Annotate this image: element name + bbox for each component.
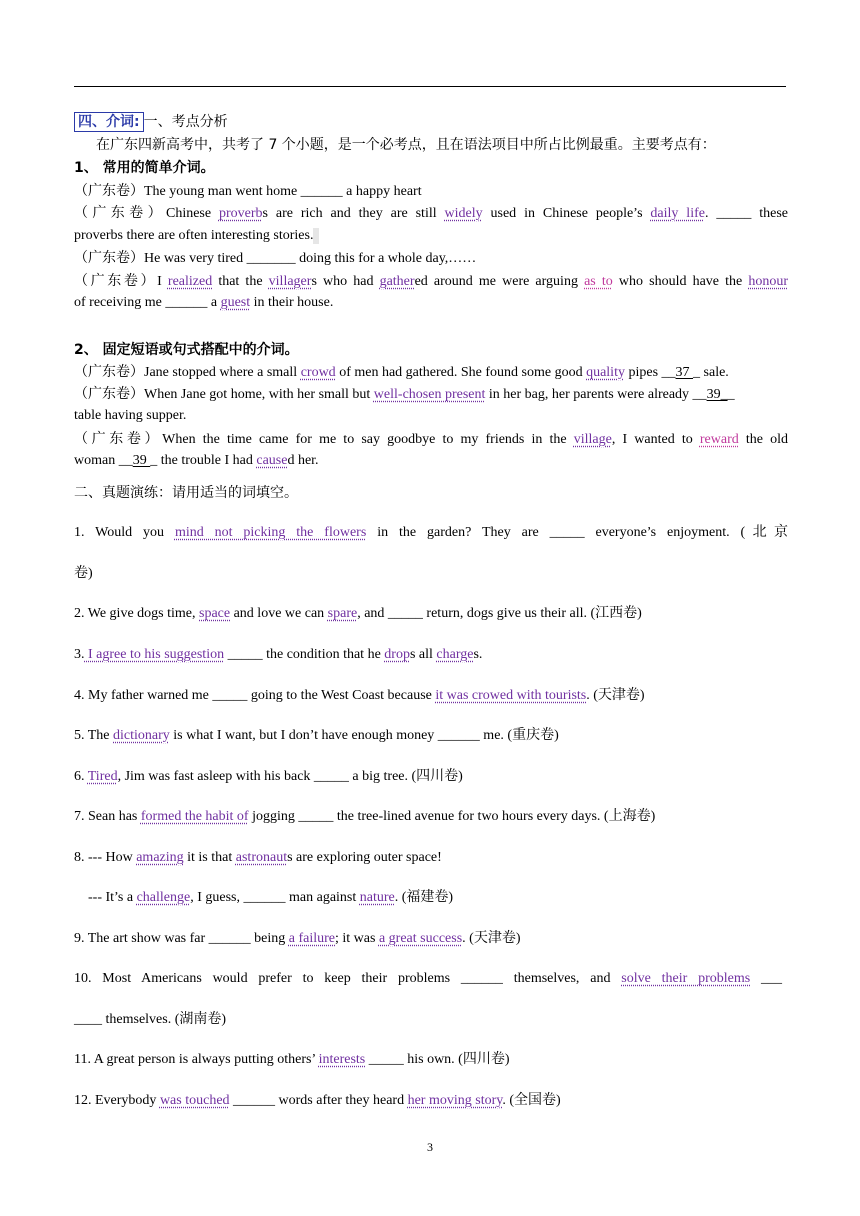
q2-line1	[74, 383, 788, 406]
text: 8. --- How	[74, 850, 137, 865]
text: . (福建卷)	[394, 890, 454, 905]
marked-word: proverb	[218, 206, 263, 221]
text: 7. Sean has	[74, 809, 141, 824]
marked-phrase: a great success	[378, 931, 463, 946]
exercise-6	[74, 766, 788, 788]
text: in her bag, her parents were already __	[485, 387, 707, 402]
exercise-9	[74, 928, 788, 950]
marked-phrase: her moving story	[407, 1093, 503, 1108]
marked-phrase: I agree to his suggestion	[84, 647, 225, 662]
text: He was very tired _______ doing this for a whole day,……	[144, 251, 477, 266]
p3-line	[74, 247, 788, 270]
text: 1. Would you	[74, 525, 175, 540]
marked-word: realized	[167, 274, 213, 289]
marked-word: interests	[318, 1052, 366, 1067]
marked-phrase: well-chosen present	[373, 387, 486, 402]
exercise-10-line1	[74, 968, 782, 990]
marked-word: village	[573, 432, 612, 447]
text: 2. We give dogs time,	[74, 606, 199, 621]
blank-number: 39	[132, 453, 151, 468]
text: 9. The art show was far ______ being	[74, 931, 289, 946]
marked-word: drop	[384, 647, 410, 662]
exercise-3	[74, 644, 788, 666]
marked-word: spare	[327, 606, 358, 621]
p2-line1	[74, 202, 788, 225]
p4-line2	[74, 292, 788, 314]
text-cursor-box	[313, 228, 319, 244]
text: . (天津卷)	[586, 688, 645, 703]
marked-word: space	[199, 606, 231, 621]
text: Jane stopped where a small	[144, 365, 301, 380]
source-tag: （广东卷）	[74, 183, 144, 199]
header-rule	[74, 86, 786, 87]
text: 4. My father warned me _____ going to the West Coast because	[74, 688, 436, 703]
text: s all	[409, 647, 437, 662]
text: in the garden? They are _____ everyone’s enjoyment. (北京	[366, 525, 788, 540]
p2-line2	[74, 225, 788, 247]
text: it is that	[183, 850, 236, 865]
blank-number: 37	[675, 365, 694, 380]
text: _	[727, 387, 735, 402]
text: . (全国卷)	[502, 1093, 561, 1108]
section-heading-line	[74, 111, 788, 134]
text: pipes __	[624, 365, 676, 380]
text: of men had gathered. She found some good	[335, 365, 587, 380]
exercise-7	[74, 806, 788, 828]
marked-word: astronaut	[235, 850, 288, 865]
section-box-label: 四、介词:	[74, 112, 144, 132]
marked-word: daily life	[650, 206, 705, 221]
text: d her.	[287, 453, 319, 468]
source-tag: （广东卷）	[74, 431, 163, 447]
text: ______ words after they heard	[229, 1093, 408, 1108]
text: is what I want, but I don’t have enough money ______ me. (重庆卷)	[169, 728, 559, 743]
marked-word: charge	[436, 647, 474, 662]
marked-word: amazing	[136, 850, 184, 865]
marked-word: challenge	[136, 890, 191, 905]
exercise-1-line1	[74, 522, 788, 544]
exercise-8-line1	[74, 847, 788, 869]
text: _____ his own. (四川卷)	[365, 1052, 510, 1067]
part2-title: 2、 固定短语或句式搭配中的介词。	[74, 342, 299, 358]
q3-line2	[74, 450, 788, 472]
page-number: 3	[427, 1140, 433, 1154]
exercise-8-line2	[88, 887, 802, 909]
text: . (天津卷)	[462, 931, 521, 946]
text: ; it was	[335, 931, 379, 946]
marked-word: guest	[220, 295, 251, 310]
marked-word: cause	[256, 453, 288, 468]
text: woman __	[74, 453, 133, 468]
marked-word: villager	[268, 274, 312, 289]
marked-word: nature	[359, 890, 395, 905]
text: Chinese	[165, 206, 219, 221]
marked-word: honour	[748, 274, 789, 289]
part3-title: 二、真题演练：请用适当的词填空。	[74, 485, 298, 501]
text: , Jim was fast asleep with his back _____ a big tree. (四川卷)	[117, 769, 463, 784]
source-tag: （广东卷）	[74, 250, 144, 266]
blank-number: 39_	[706, 387, 728, 402]
text: and love we can	[230, 606, 328, 621]
text: that the	[212, 274, 269, 289]
text: s are exploring outer space!	[287, 850, 442, 865]
intro-text: 在广东四新高考中，共考了 7 个小题，是一个必考点，且在语法项目中所占比例最重。主要考点有：	[96, 137, 716, 153]
exercise-10-line2: ____ themselves. (湖南卷)	[74, 1012, 227, 1027]
p1-line	[74, 180, 788, 203]
text: s.	[473, 647, 483, 662]
text: , and _____ return, dogs give us their all. (江西卷)	[357, 606, 642, 621]
source-tag: （广东卷）	[74, 205, 166, 221]
text: _____ the condition that he	[224, 647, 385, 662]
text: used in Chinese people’s	[482, 206, 651, 221]
text: When Jane got home, with her small but	[144, 387, 374, 402]
text: I	[157, 274, 168, 289]
source-tag: （广东卷）	[74, 364, 144, 380]
marked-phrase: as to	[584, 274, 613, 289]
text: ___	[750, 971, 783, 986]
marked-phrase: a failure	[288, 931, 336, 946]
p4-line1	[74, 270, 788, 293]
text: of receiving me ______ a	[74, 295, 221, 310]
marked-phrase: solve their problems	[621, 971, 751, 986]
text: , I guess, ______ man against	[190, 890, 360, 905]
exercise-1-line2: 卷)	[74, 566, 93, 581]
marked-phrase: it was crowed with tourists	[435, 688, 587, 703]
exercise-4	[74, 685, 788, 707]
section-heading: 一、考点分析	[143, 114, 228, 130]
exercise-2	[74, 603, 788, 625]
text: s who had	[311, 274, 380, 289]
part1-title: 1、 常用的简单介词。	[74, 160, 215, 176]
marked-word: dictionary	[113, 728, 170, 743]
text: --- It’s a	[88, 890, 137, 905]
marked-phrase: was touched	[159, 1093, 230, 1108]
text: the old	[738, 432, 789, 447]
q2-line2: table having supper.	[74, 408, 187, 423]
text: s are rich and they are still	[262, 206, 445, 221]
marked-phrase: formed the habit of	[140, 809, 249, 824]
marked-word: widely	[444, 206, 483, 221]
marked-word: gather	[379, 274, 415, 289]
marked-word: quality	[586, 365, 625, 380]
source-tag: （广东卷）	[74, 386, 144, 402]
text: 10. Most Americans would prefer to keep their problems ______ themselves, and	[74, 971, 622, 986]
text: , I wanted to	[611, 432, 700, 447]
text: 5. The	[74, 728, 114, 743]
marked-word: reward	[699, 432, 739, 447]
text: jogging _____ the tree-lined avenue for two hours every days. (上海卷)	[248, 809, 656, 824]
marked-word: crowd	[300, 365, 336, 380]
source-tag: （广东卷）	[74, 273, 158, 289]
text: in their house.	[250, 295, 334, 310]
p1-text: The young man went home ______ a happy heart	[144, 184, 422, 199]
text: When the time came for me to say goodbye to my friends in the	[162, 432, 574, 447]
exercise-12	[74, 1090, 788, 1112]
text: 6.	[74, 769, 88, 784]
q3-line1	[74, 428, 788, 451]
marked-phrase: mind not picking the flowers	[174, 525, 367, 540]
text: 12. Everybody	[74, 1093, 160, 1108]
text: 11. A great person is always putting others’	[74, 1052, 319, 1067]
exercise-11	[74, 1049, 788, 1071]
exercise-5	[74, 725, 788, 747]
q1-line	[74, 361, 788, 384]
text: 3.	[74, 647, 85, 662]
text: proverbs there are often interesting stories.	[74, 228, 314, 243]
text: . _____ these	[704, 206, 789, 221]
text: _ sale.	[693, 365, 729, 380]
marked-word: Tired	[87, 769, 118, 784]
text: _ the trouble I had	[150, 453, 257, 468]
text: who should have the	[612, 274, 749, 289]
text: ed around me were arguing	[414, 274, 585, 289]
